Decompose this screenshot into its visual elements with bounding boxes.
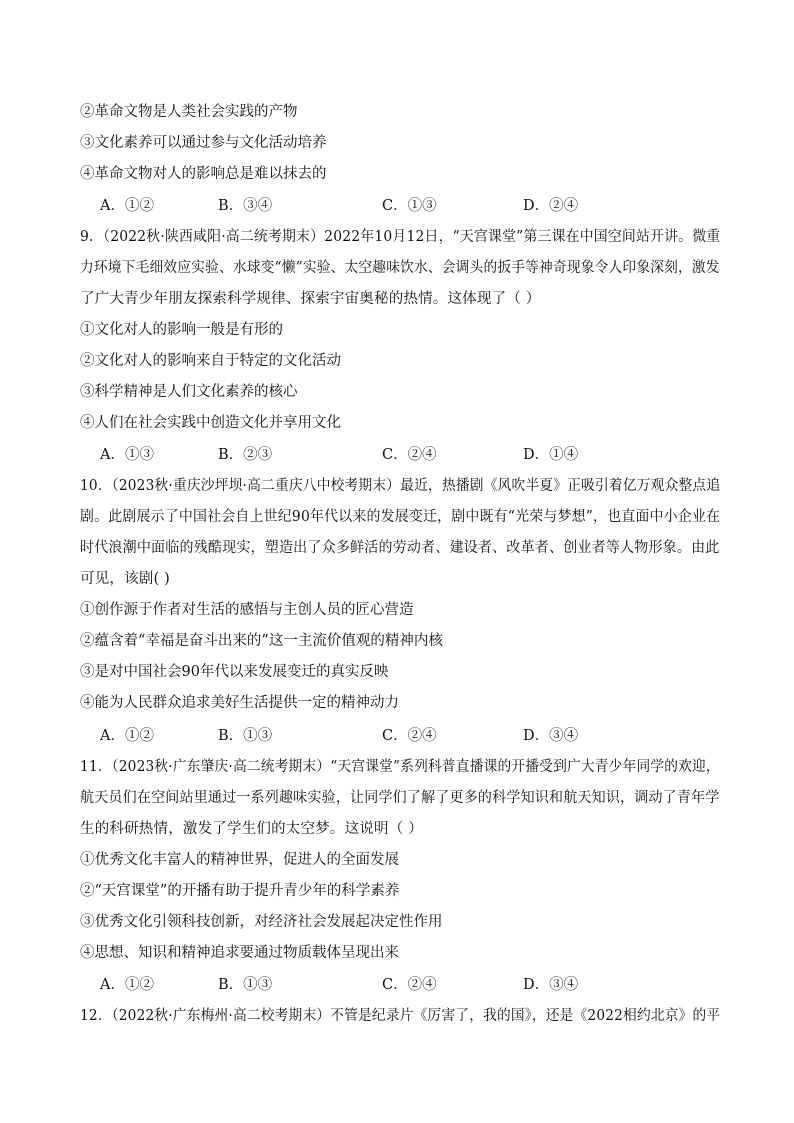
q11-statement-1: ①优秀文化丰富人的精神世界，促进人的全面发展	[80, 852, 399, 868]
q10-stem-line-2: 剧。此剧展示了中国社会自上世纪90年代以来的发展变迁，剧中既有“光荣与梦想”，也直面中小企业在	[80, 509, 721, 525]
q8-option-c[interactable]: C．①③	[382, 198, 437, 214]
q9-options	[100, 445, 700, 465]
q11-statement-4: ④思想、知识和精神追求要通过物质载体呈现出来	[80, 945, 399, 961]
q11-option-d[interactable]: D．③④	[523, 977, 579, 993]
q8-option-b[interactable]: B．③④	[218, 198, 273, 214]
q9-statement-2: ②文化对人的影响来自于特定的文化活动	[80, 353, 341, 369]
q10-statement-1: ①创作源于作者对生活的感悟与主创人员的匠心营造	[80, 602, 414, 618]
q11-option-c[interactable]: C．②④	[382, 977, 437, 993]
q10-stem-line-3: 时代浪潮中面临的残酷现实，塑造出了众多鲜活的劳动者、建设者、改革者、创业者等人物形象。由此	[80, 540, 720, 556]
q11-stem-line-1: 11．（2023秋·广东肇庆·高二统考期末）“天宫课堂”系列科普直播课的开播受到广大青少年同学的欢迎，	[80, 759, 720, 775]
q9-option-d[interactable]: D．①④	[523, 447, 579, 463]
q10-stem-line-1: 10．（2023秋·重庆沙坪坝·高二重庆八中校考期末）最近，热播剧《风吹半夏》正吸引着亿万观众整点追	[80, 478, 721, 494]
q8-statement-4: ④革命文物对人的影响总是难以抹去的	[80, 166, 327, 182]
q10-option-b[interactable]: B．①③	[218, 728, 273, 744]
q11-option-a[interactable]: A．①②	[100, 977, 154, 993]
q9-stem-line-3: 了广大青少年朋友探索科学规律、探索宇宙奥秘的热情。这体现了（ ）	[80, 291, 541, 307]
q11-options	[100, 975, 700, 995]
q10-options	[100, 726, 700, 746]
q10-option-d[interactable]: D．③④	[523, 728, 579, 744]
q10-statement-3: ③是对中国社会90年代以来发展变迁的真实反映	[80, 664, 389, 680]
q9-option-c[interactable]: C．②④	[382, 447, 437, 463]
q9-statement-1: ①文化对人的影响一般是有形的	[80, 322, 283, 338]
q8-statement-2: ②革命文物是人类社会实践的产物	[80, 104, 298, 120]
q8-option-a[interactable]: A．①②	[100, 198, 154, 214]
q10-stem-line-4: 可见，该剧( )	[80, 571, 171, 587]
q9-stem-line-2: 力环境下毛细效应实验、水球变“懒”实验、太空趣味饮水、会调头的扳手等神奇现象令人印象深刻，激发	[80, 260, 720, 276]
q9-stem-line-1: 9．（2022秋·陕西咸阳·高二统考期末）2022年10月12日，“天宫课堂”第三课在中国空间站开讲。微重	[80, 229, 721, 245]
q10-option-c[interactable]: C．②④	[382, 728, 437, 744]
q10-statement-4: ④能为人民群众追求美好生活提供一定的精神动力	[80, 695, 399, 711]
q9-statement-3: ③科学精神是人们文化素养的核心	[80, 384, 298, 400]
q8-option-d[interactable]: D．②④	[523, 198, 579, 214]
q10-statement-2: ②蕴含着“幸福是奋斗出来的”这一主流价值观的精神内核	[80, 633, 443, 649]
q11-option-b[interactable]: B．①③	[218, 977, 273, 993]
q9-statement-4: ④人们在社会实践中创造文化并享用文化	[80, 415, 341, 431]
q9-option-a[interactable]: A．①③	[100, 447, 154, 463]
q11-stem-line-2: 航天员们在空间站里通过一系列趣味实验，让同学们了解了更多的科学知识和航天知识，调动了青年学	[80, 790, 720, 806]
q8-statement-3: ③文化素养可以通过参与文化活动培养	[80, 135, 327, 151]
q9-option-b[interactable]: B．②③	[218, 447, 273, 463]
q11-statement-3: ③优秀文化引领科技创新，对经济社会发展起决定性作用	[80, 914, 443, 930]
q12-stem-line-1: 12．（2022秋·广东梅州·高二校考期末）不管是纪录片《厉害了，我的国》，还是《2022相约北京》的平	[80, 1008, 721, 1024]
q11-stem-line-3: 生的科研热情，激发了学生们的太空梦。这说明（ ）	[80, 821, 423, 837]
q11-statement-2: ②“天宫课堂”的开播有助于提升青少年的科学素养	[80, 883, 400, 899]
q10-option-a[interactable]: A．①②	[100, 728, 154, 744]
q8-options	[100, 196, 700, 216]
